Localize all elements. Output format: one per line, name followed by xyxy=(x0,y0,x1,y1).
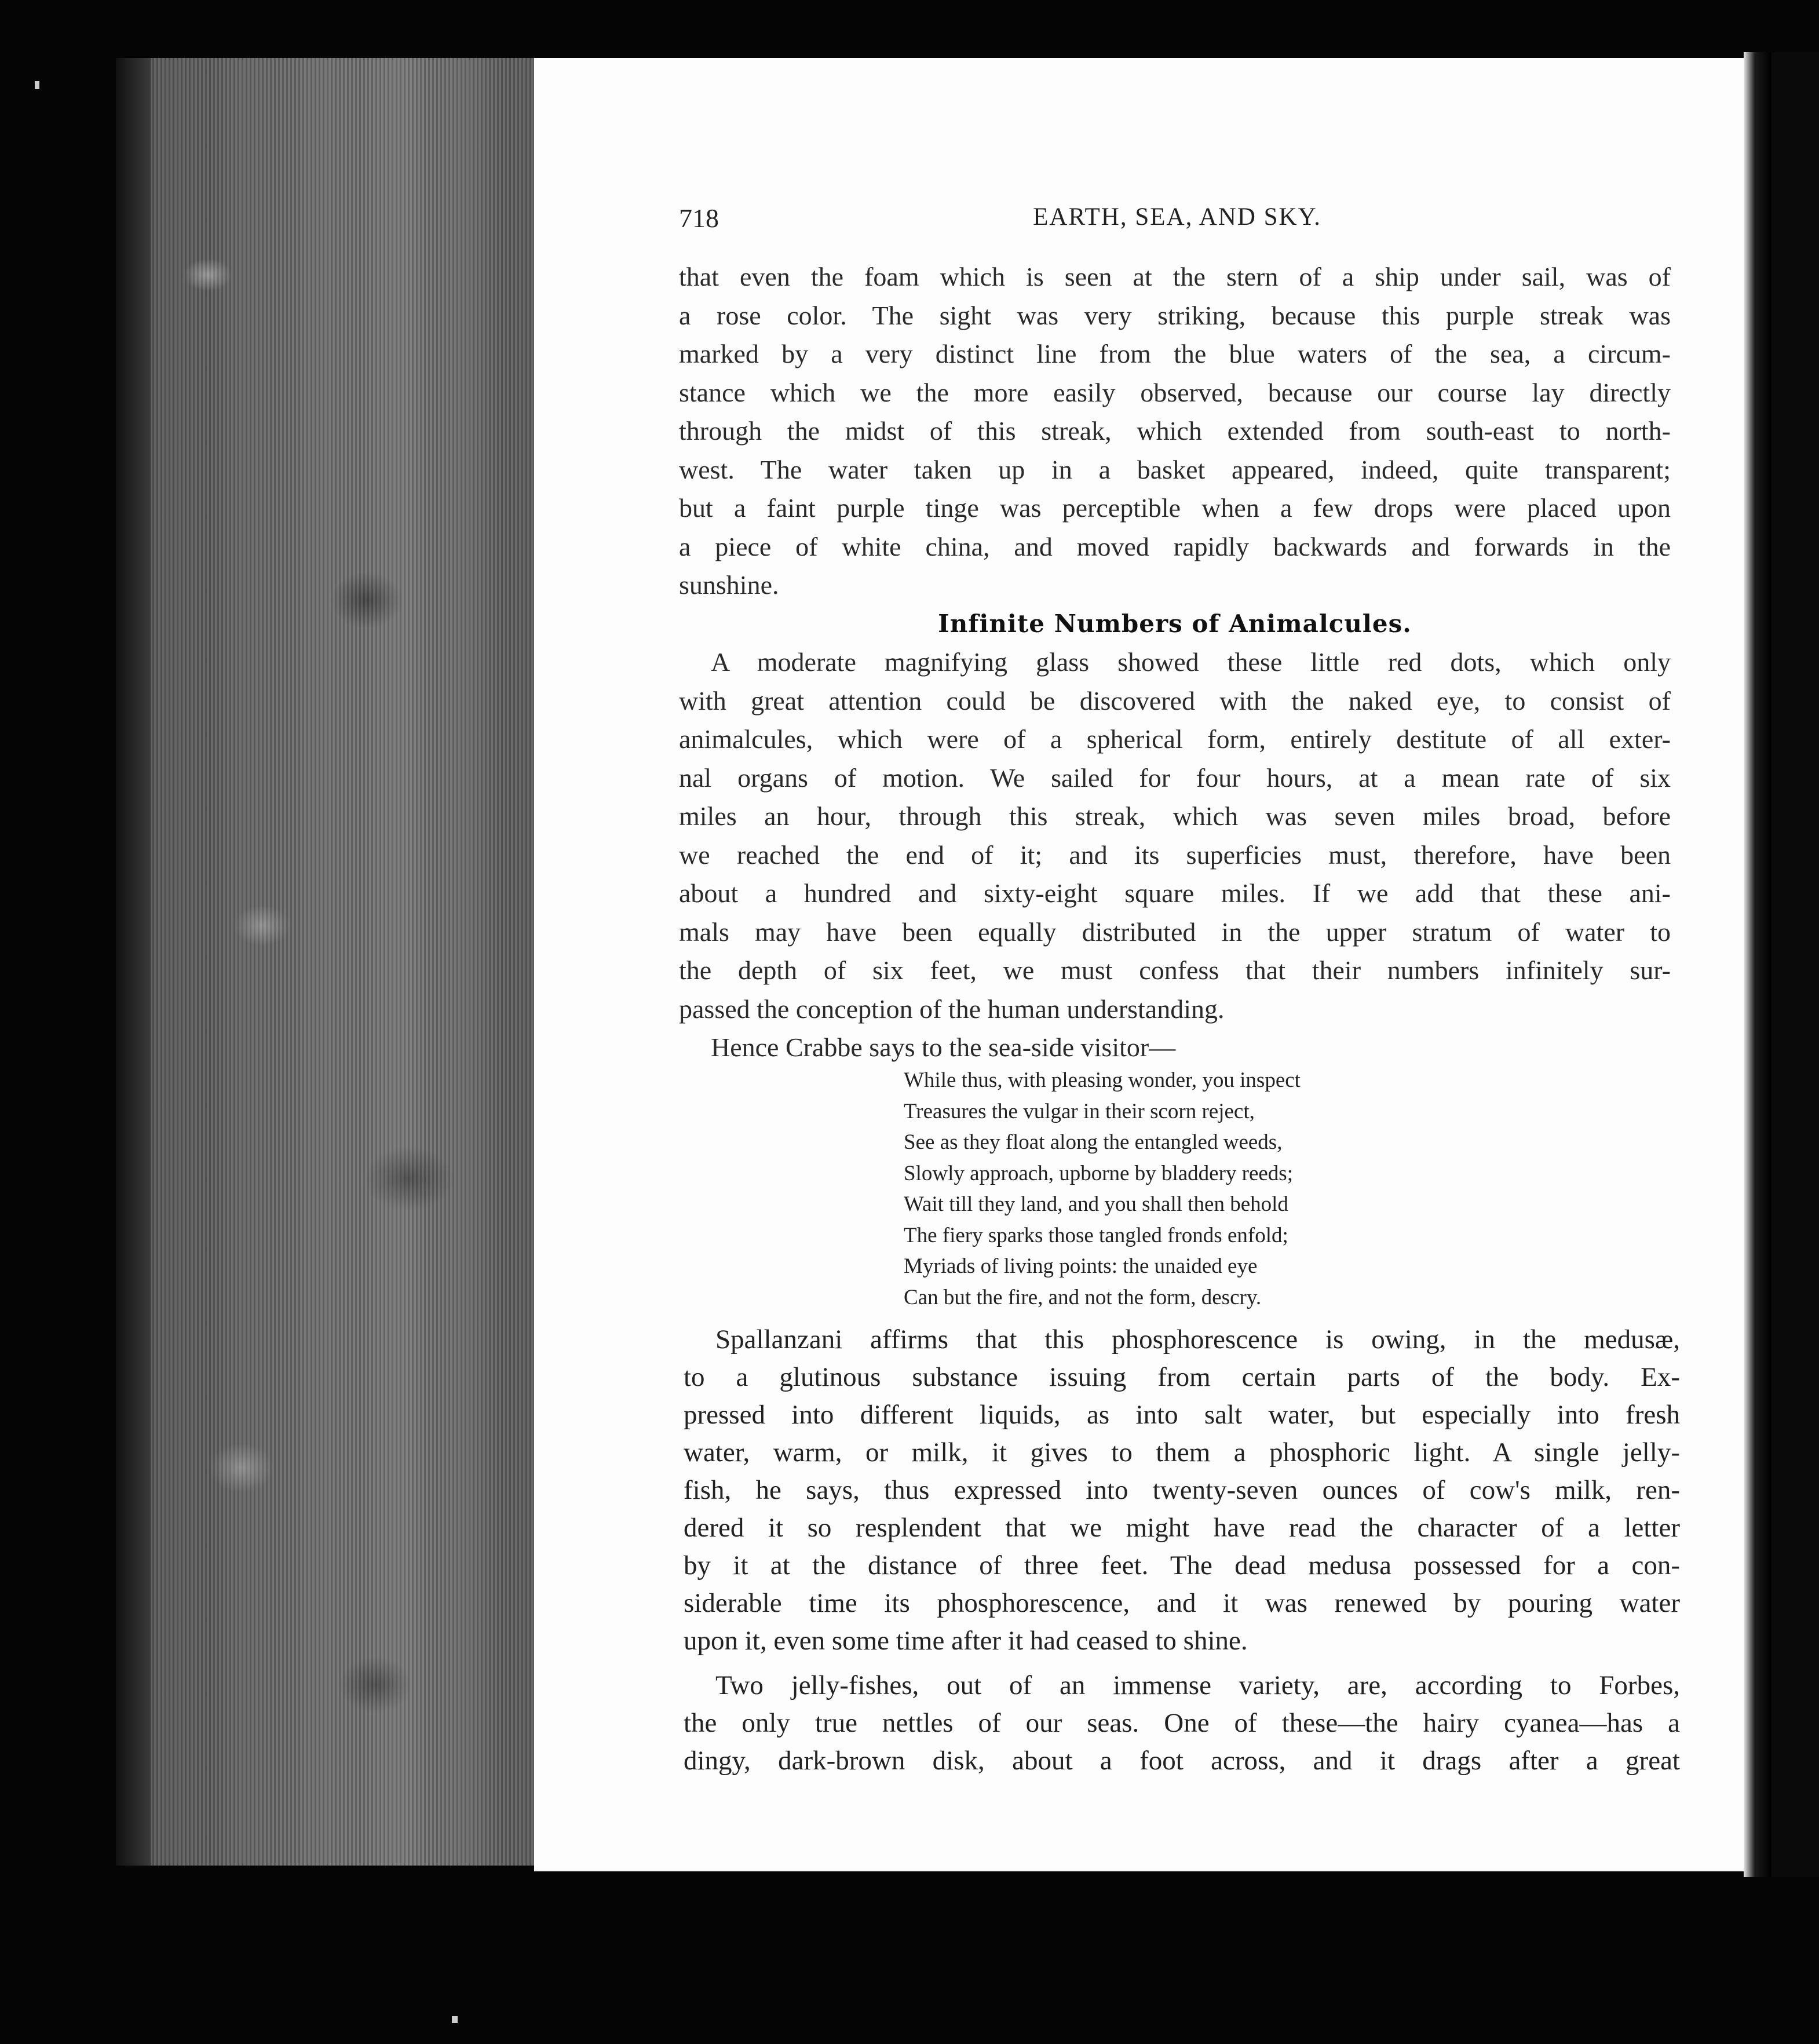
text-line: pressed into different liquids, as into salt water, but especially into fresh xyxy=(684,1400,1680,1430)
paragraph-gap xyxy=(684,1660,1680,1667)
text-line: nal organs of motion. We sailed for four hours, at a mean rate of six xyxy=(679,762,1671,793)
text-line: we reached the end of it; and its superficies must, therefore, have been xyxy=(679,840,1671,870)
text-line: stance which we the more easily observed, because our course lay directly xyxy=(679,377,1671,407)
poem-line: While thus, with pleasing wonder, you inspect xyxy=(904,1068,1301,1092)
text-line: dered it so resplendent that we might have read the character of a letter xyxy=(684,1513,1680,1543)
text-line: mals may have been equally distributed in the upper stratum of water to xyxy=(679,917,1671,947)
book-spine-shadow xyxy=(116,58,151,1866)
page-number: 718 xyxy=(679,203,719,233)
section-heading: Infinite Numbers of Animalcules. xyxy=(938,609,1412,638)
poem-line: Myriads of living points: the unaided eye xyxy=(904,1254,1258,1278)
text-line: A moderate magnifying glass showed these little red dots, which only xyxy=(711,647,1671,677)
poem-line: See as they float along the entangled weeds, xyxy=(904,1130,1283,1154)
page-header xyxy=(679,203,1675,243)
page-gutter xyxy=(1744,52,1771,1877)
text-line: animalcules, which were of a spherical form, entirely destitute of all exter- xyxy=(679,724,1671,754)
text-line: water, warm, or milk, it gives to them a phosphoric light. A single jelly- xyxy=(684,1437,1680,1468)
text-line: with great attention could be discovered with the naked eye, to consist of xyxy=(679,685,1671,716)
poem-line: Can but the fire, and not the form, descry. xyxy=(904,1285,1262,1309)
lower-text-block xyxy=(684,1321,1680,1780)
poem-line: Treasures the vulgar in their scorn reject, xyxy=(904,1099,1255,1123)
poem-quotation xyxy=(904,1065,1301,1313)
text-line: a piece of white china, and moved rapidly backwards and forwards in the xyxy=(679,531,1671,561)
scan-border xyxy=(1771,52,1819,1877)
text-line: about a hundred and sixty-eight square miles. If we add that these ani- xyxy=(679,878,1671,908)
text-line: to a glutinous substance issuing from certain parts of the body. Ex- xyxy=(684,1362,1680,1392)
text-line: miles an hour, through this streak, which was seven miles broad, before xyxy=(679,801,1671,831)
text-line: but a faint purple tinge was perceptible when a few drops were placed upon xyxy=(679,493,1671,523)
scan-speck xyxy=(35,81,39,89)
text-line: that even the foam which is seen at the stern of a ship under sail, was of xyxy=(679,262,1671,291)
text-line: the only true nettles of our seas. One of these—the hairy cyanea—has a xyxy=(684,1708,1680,1738)
text-line: sunshine. xyxy=(679,570,779,600)
text-line: fish, he says, thus expressed into twenty-seven ounces of cow's milk, ren- xyxy=(684,1475,1680,1505)
book-fore-edge xyxy=(116,58,534,1866)
poem-line: Wait till they land, and you shall then behold xyxy=(904,1192,1288,1216)
text-line: a rose color. The sight was very striking, because this purple streak was xyxy=(679,300,1671,330)
poem-line: The fiery sparks those tangled fronds enfold; xyxy=(904,1223,1288,1247)
text-line: the depth of six feet, we must confess that their numbers infinitely sur- xyxy=(679,955,1671,985)
text-line: west. The water taken up in a basket appeared, indeed, quite transparent; xyxy=(679,454,1671,484)
text-line: dingy, dark-brown disk, about a foot across, and it drags after a great xyxy=(684,1746,1680,1776)
text-line: by it at the distance of three feet. The dead medusa possessed for a con- xyxy=(684,1550,1680,1581)
text-line: upon it, even some time after it had ceased to shine. xyxy=(684,1626,1248,1656)
poem-line: Slowly approach, upborne by bladdery reeds; xyxy=(904,1161,1293,1185)
text-line: siderable time its phosphorescence, and it was renewed by pouring water xyxy=(684,1588,1680,1618)
intro-line: Hence Crabbe says to the sea-side visitor— xyxy=(711,1032,1176,1062)
scan-speck xyxy=(452,2016,458,2023)
text-line: through the midst of this streak, which extended from south-east to north- xyxy=(679,416,1671,446)
text-line: Spallanzani affirms that this phosphorescence is owing, in the medusæ, xyxy=(715,1324,1680,1355)
running-head: EARTH, SEA, AND SKY. xyxy=(1033,203,1321,231)
text-line: marked by a very distinct line from the blue waters of the sea, a circum- xyxy=(679,339,1671,368)
text-line: passed the conception of the human understanding. xyxy=(679,994,1225,1024)
text-line: Two jelly-fishes, out of an immense variety, are, according to Forbes, xyxy=(715,1670,1680,1700)
upper-text-block xyxy=(679,258,1671,1067)
